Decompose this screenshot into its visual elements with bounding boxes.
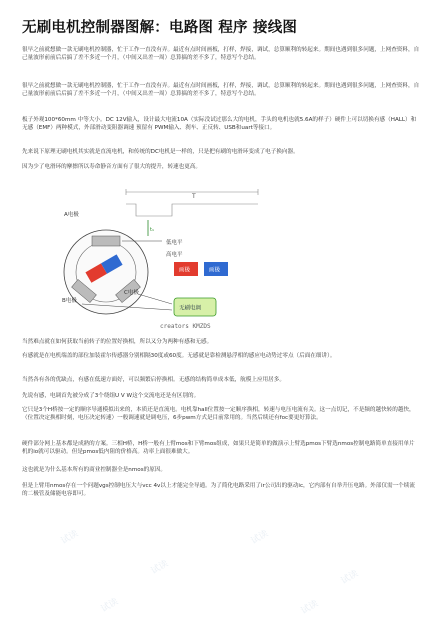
blue-block-label: 画极 xyxy=(209,267,221,274)
paragraph-12: 这也就是为什么基本所有的商业控制器全是nmos的原因。 xyxy=(22,467,166,473)
paragraph-5: 因为少了电滑环的摩擦所以寿命静音方面有了很大的提升，转速也更高。 xyxy=(22,164,202,170)
figure-caption: creators KMZDS xyxy=(160,323,211,330)
paragraph-2: 很早之前就想做一款无刷电机控制器，忙于工作一直没有弄。最近有点时间画板，打样，焊接，调试，总算顺利的转起来。期间也遇到很多问题，上网查资料，自己量波形前前后后搞了差不多近一个月，（中间又出差一周）总算搞的差不多了，特意写个总结。 xyxy=(22,83,420,98)
label-t1: t₁ xyxy=(150,227,154,233)
label-high-current: 高电平 xyxy=(166,252,183,258)
watermark-5: 试读 xyxy=(99,596,121,615)
coil-a xyxy=(92,236,120,246)
paragraph-1: 很早之前就想做一款无刷电机控制器，忙于工作一直没有弄。最近有点时间画板，打样，焊接，调试，总算顺利的转起来。期间也遇到很多问题，上网查资料，自己量波形前前后后搞了差不多近一个月，（中间又出差一周）总算搞的差不多了，特意写个总结。 xyxy=(22,47,420,62)
page-title: 无刷电机控制器图解：电路图 程序 接线图 xyxy=(22,20,298,36)
red-block-label: 画极 xyxy=(179,267,191,274)
watermark-1: 试读 xyxy=(59,528,81,547)
label-low-current: 低电平 xyxy=(166,240,183,246)
watermark-4: 试读 xyxy=(339,568,361,587)
paragraph-3: 板子外观100*60mm 中等大小。DC 12V输入，设计最大电流10A（实际没试过那么大的电机，手头的电机也就5.6A的样子）硬件上可以切换有感（HALL）和无感（EMF）两种模式，外部滑动变阻器调速 预留有 PWM输入、刹车、正反转、USB和uart等接口。 xyxy=(22,117,417,132)
watermark-2: 试读 xyxy=(149,558,171,577)
motor-diagram xyxy=(62,186,262,332)
wire-c xyxy=(138,294,172,304)
esc-label: 无刷电调 xyxy=(179,305,202,312)
paragraph-7: 有感就是在电机端盖的部位加装霍尔传感器分别相隔30度或60度。无感就是靠检测悬浮相的感应电动势过零点（后面在细讲）。 xyxy=(22,353,336,359)
paragraph-13: 但是上臂用nmos存在一个问题vgs控制电压大与vcc 4v以上才能完全导通。为了简化电路采用了ir公司出的驱动ic，它内部有自举升压电路。外部仅需一个续流的二极管及储能电容即可。 xyxy=(22,483,415,498)
paragraph-10: 它只是3个H桥按一定的顺序导通模拟出来的，本质还是直流电。电机靠hall位置按一定顺序换相，转速与电压电流有关。这一点切记，不是频的越快转的越快，（位置决定换相时刻，电压决定转速）一般调速就是调电压，6步pwm方式是目前常用的。当然后续还有foc要更好算法。 xyxy=(22,407,415,422)
paragraph-9: 先说有感，电调首先被分成了3个绕组U V W这个交流电还是有区别的。 xyxy=(22,393,200,399)
paragraph-6: 当然难点就在如何获取当前转子的位置好换相，所以又分为两种有感和无感。 xyxy=(22,339,213,345)
watermark-6: 试读 xyxy=(299,598,321,617)
paragraph-8: 当然各有各的优缺点，有感在低速方面好，可以频繁启停换相。无感的结构简单成本低，航模上应用居多。 xyxy=(22,377,285,383)
paragraph-11: 硬件部分网上基本都是成熟的方案。三相H桥，H桥一般有上臂mos和下臂mos组成，如果只是简单的做演示上臂选pmos下臂选nmos控制电路简单直接用单片机的io就可以驱动。但是pmos低内阻的价格高。功率上面很难做大。 xyxy=(22,441,415,456)
label-a-pole: A电极 xyxy=(64,212,79,218)
waveform-line xyxy=(126,204,258,216)
watermark-3: 试读 xyxy=(249,528,271,547)
label-b-pole: B电极 xyxy=(62,298,77,304)
motor-diagram-svg xyxy=(62,186,262,332)
paragraph-4: 先来说下原理无刷电机其实就是直流电机，和传统的DC电机是一样的，只是把有刷的电滑环变成了电子换向器。 xyxy=(22,149,299,155)
label-t: T xyxy=(192,193,196,200)
label-c-pole: C电极 xyxy=(124,290,139,296)
